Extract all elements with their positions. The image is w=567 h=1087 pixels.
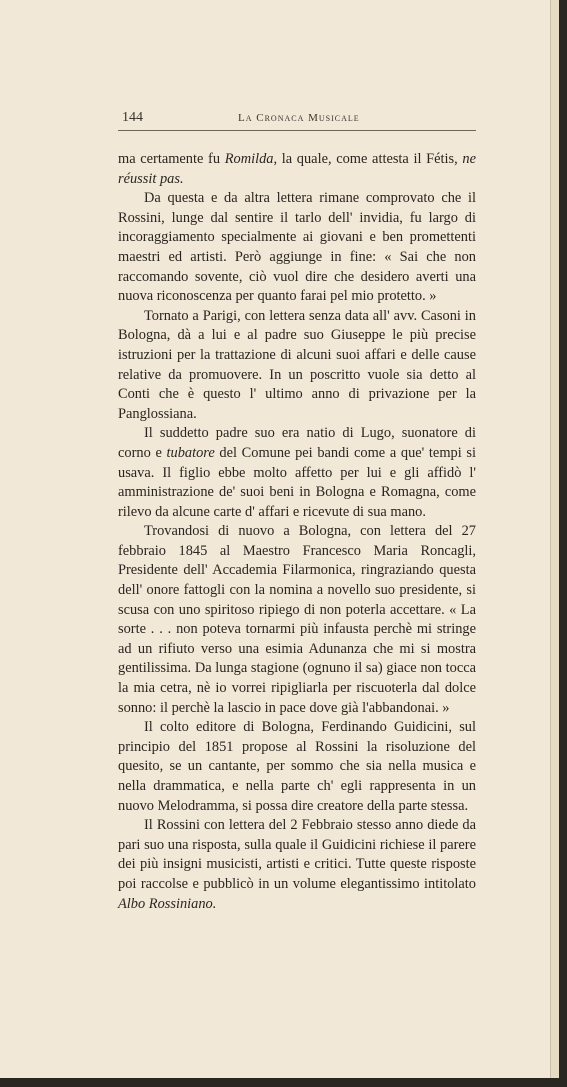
page-edge xyxy=(550,0,559,1078)
italic-text: tubatore xyxy=(166,444,215,461)
body-text xyxy=(118,150,476,914)
text-run: Trovandosi di nuovo a Bologna, con lettera del 27 febbraio 1845 al Maestro Francesco Maria Roncagli, Presidente dell' Accademia Filarmonica, ringraziando questa dell' onore fattogli con la nomina a novello suo presidente, si scusa con uno spiritoso ripiego di non poterla accettare. « La sorte . . . non poteva tornarmi più infausta perchè mi stringe ad un rifiuto verso una esimia Adunanza che mi si mostra gentilissima. Da lunga stagione (ognuno il sa) giace non tocca la mia cetra, nè io vorrei ripigliarla per riscuoterla dal dolce sonno: il perchè la lascio in pace dove già l'abbandonai. » xyxy=(118,523,476,716)
text-run: Da questa e da altra lettera rimane comprovato che il Rossini, lunge dal sentire il tarlo dell' invidia, fu largo di incoraggiamento specialmente ai giovani e ben promettenti maestri ed artisti. Però aggiunge in fine: « Sai che non raccomando sovente, ciò vuol dire che desidero averti una nuova riconoscenza per quanto farai pel mio protetto. » xyxy=(118,190,476,305)
text-run: , la quale, come attesta il Fétis, xyxy=(273,151,463,167)
text-run: Il suddetto padre suo era natio di Lugo, suonatore di corno e xyxy=(118,425,476,461)
italic-text: ne réussit pas. xyxy=(118,151,476,187)
text-run: ma certamente fu xyxy=(118,151,225,167)
page-header xyxy=(118,110,476,131)
paragraph xyxy=(118,816,476,914)
paragraph xyxy=(118,150,476,189)
page-number: 144 xyxy=(122,110,143,125)
text-run: Tornato a Parigi, con lettera senza data all' avv. Casoni in Bologna, dà a lui e al padre suo Giuseppe le più precise istruzioni per la trattazione di alcuni suoi affari e delle cause relative da promuovere. In un poscritto vuole sia detto al Conti che è questo l' ultimo anno di privazione per la Panglossiana. xyxy=(118,307,476,422)
italic-text: Albo Rossiniano. xyxy=(118,895,217,912)
paragraph xyxy=(118,307,476,425)
italic-text: Romilda xyxy=(224,151,274,167)
text-run: Il Rossini con lettera del 2 Febbraio stesso anno diede da pari suo una risposta, sulla quale il Guidicini richiese il parere dei più insigni musicisti, artisti e critici. Tutte queste risposte poi raccolse e pubblicò in un volume elegantissimo intitolato xyxy=(118,817,476,892)
running-title: La Cronaca Musicale xyxy=(238,112,360,124)
paragraph xyxy=(118,424,476,522)
paragraph xyxy=(118,189,476,307)
text-run: Il colto editore di Bologna, Ferdinando Guidicini, sul principio del 1851 propose al Rossini la risoluzione del quesito, se un cantante, per sommo che sia nella musica e nella drammatica, e nella parte ch' egli rappresenta in un nuovo Melodramma, si possa dire creatore della parte stessa. xyxy=(118,719,476,814)
paragraph xyxy=(118,522,476,718)
text-run: del Comune pei bandi come a que' tempi si usava. Il figlio ebbe molto affetto per lui e gli affidò l' amministrazione de' suoi beni in Bologna e Romagna, come rilevo da alcune carte d' affari e ricevute di sua mano. xyxy=(118,444,476,520)
paragraph xyxy=(118,718,476,816)
